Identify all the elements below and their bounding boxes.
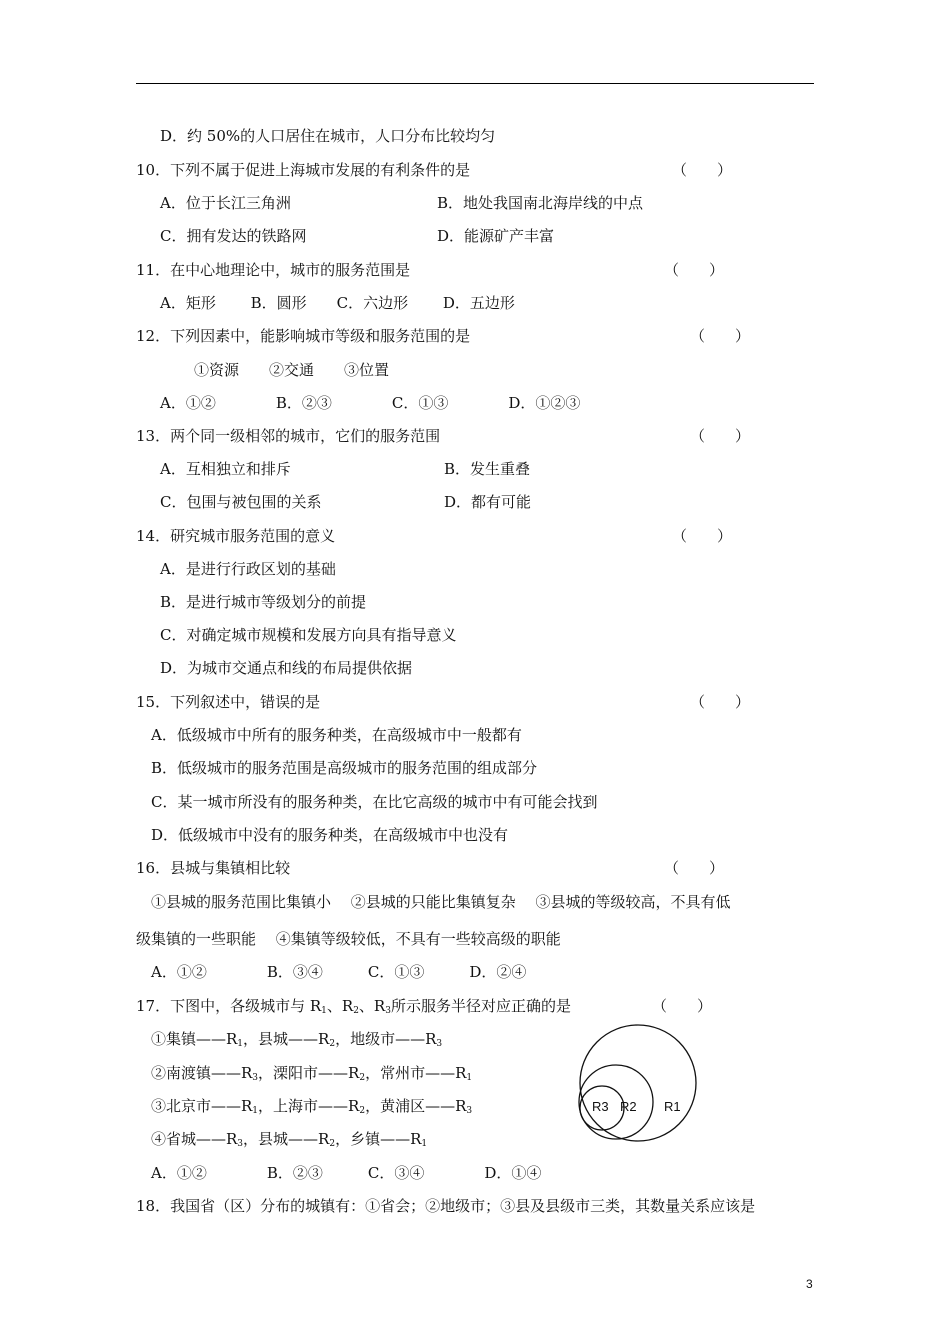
q10-answer-blank: （ ） <box>672 161 733 179</box>
q17-options: A．①② B．②③ C．③④ D．①④ <box>151 1164 542 1182</box>
q10-option-a: A．位于长江三角洲 <box>160 194 291 212</box>
q16-statements-line2: 级集镇的一些职能 ④集镇等级较低，不具有一些较高级的职能 <box>136 930 561 948</box>
q10-option-b: B．地处我国南北海岸线的中点 <box>437 194 644 212</box>
q18-stem: 18．我国省（区）分布的城镇有：①省会；②地级市；③县及县级市三类，其数量关系应该是 <box>136 1197 756 1215</box>
label-r3: R3 <box>592 1099 609 1114</box>
label-r1: R1 <box>664 1099 681 1114</box>
q17-stem: 17．下图中，各级城市与 $R_1$、$R_2$、$R_3$所示服务半径对应正确的是 <box>136 997 571 1016</box>
q12-answer-blank: （ ） <box>690 327 751 345</box>
q11-options: A．矩形 B．圆形 C．六边形 D．五边形 <box>160 294 515 312</box>
q17-answer-blank: （ ） <box>652 997 713 1015</box>
q10-stem: 10．下列不属于促进上海城市发展的有利条件的是 <box>136 161 471 179</box>
q17-item-3: ③北京市$——R_1$，上海市$——R_2$，黄浦区$——R_3$ <box>151 1097 473 1116</box>
q16-statements-line1: ①县城的服务范围比集镇小 ②县城的只能比集镇复杂 ③县城的等级较高，不具有低 <box>151 893 731 911</box>
q15-option-b: B．低级城市的服务范围是高级城市的服务范围的组成部分 <box>151 759 538 777</box>
circle-r2 <box>579 1065 653 1139</box>
q14-option-b: B．是进行城市等级划分的前提 <box>160 593 367 611</box>
q12-items: ①资源 ②交通 ③位置 <box>194 361 390 379</box>
q15-stem: 15．下列叙述中，错误的是 <box>136 693 321 711</box>
q11-stem: 11．在中心地理论中，城市的服务范围是 <box>136 261 411 279</box>
q14-answer-blank: （ ） <box>672 527 733 545</box>
q15-option-d: D．低级城市中没有的服务种类，在高级城市中也没有 <box>151 826 509 844</box>
q16-options: A．①② B．③④ C．①③ D．②④ <box>151 963 527 981</box>
q13-option-c: C．包围与被包围的关系 <box>160 493 322 511</box>
q14-stem: 14．研究城市服务范围的意义 <box>136 527 336 545</box>
q12-stem: 12．下列因素中，能影响城市等级和服务范围的是 <box>136 327 471 345</box>
q13-option-a: A．互相独立和排斥 <box>160 460 291 478</box>
q13-option-d: D．都有可能 <box>444 493 532 511</box>
q16-answer-blank: （ ） <box>664 859 725 877</box>
q17-item-2: ②南渡镇$——R_3$，溧阳市$——R_2$，常州市$——R_1$ <box>151 1064 473 1083</box>
q15-option-c: C．某一城市所没有的服务种类，在比它高级的城市中有可能会找到 <box>151 793 598 811</box>
q13-answer-blank: （ ） <box>690 427 751 445</box>
q11-answer-blank: （ ） <box>664 261 725 279</box>
q14-option-a: A．是进行行政区划的基础 <box>160 560 336 578</box>
q16-stem: 16．县城与集镇相比较 <box>136 859 291 877</box>
q15-answer-blank: （ ） <box>690 693 751 711</box>
label-r2: R2 <box>620 1099 637 1114</box>
q17-item-1: ①集镇$——R_1$，县城$——R_2$，地级市$——R_3$ <box>151 1030 443 1049</box>
q10-option-d: D．能源矿产丰富 <box>437 227 555 245</box>
q14-option-d: D．为城市交通点和线的布局提供依据 <box>160 659 413 677</box>
q17-item-4: ④省城$——R_3$，县城$——R_2$，乡镇$——R_1$ <box>151 1130 428 1149</box>
q12-options: A．①② B．②③ C．①③ D．①②③ <box>160 394 581 412</box>
q15-option-a: A．低级城市中所有的服务种类，在高级城市中一般都有 <box>151 726 522 744</box>
service-radius-diagram <box>575 1020 705 1150</box>
q9-option-d: D．约 50%的人口居住在城市，人口分布比较均匀 <box>160 127 496 145</box>
page-number: 3 <box>806 1277 813 1291</box>
header-rule <box>136 83 814 84</box>
q10-option-c: C．拥有发达的铁路网 <box>160 227 307 245</box>
q14-option-c: C．对确定城市规模和发展方向具有指导意义 <box>160 626 457 644</box>
q13-stem: 13．两个同一级相邻的城市，它们的服务范围 <box>136 427 441 445</box>
circle-r1 <box>580 1025 696 1141</box>
q13-option-b: B．发生重叠 <box>444 460 531 478</box>
